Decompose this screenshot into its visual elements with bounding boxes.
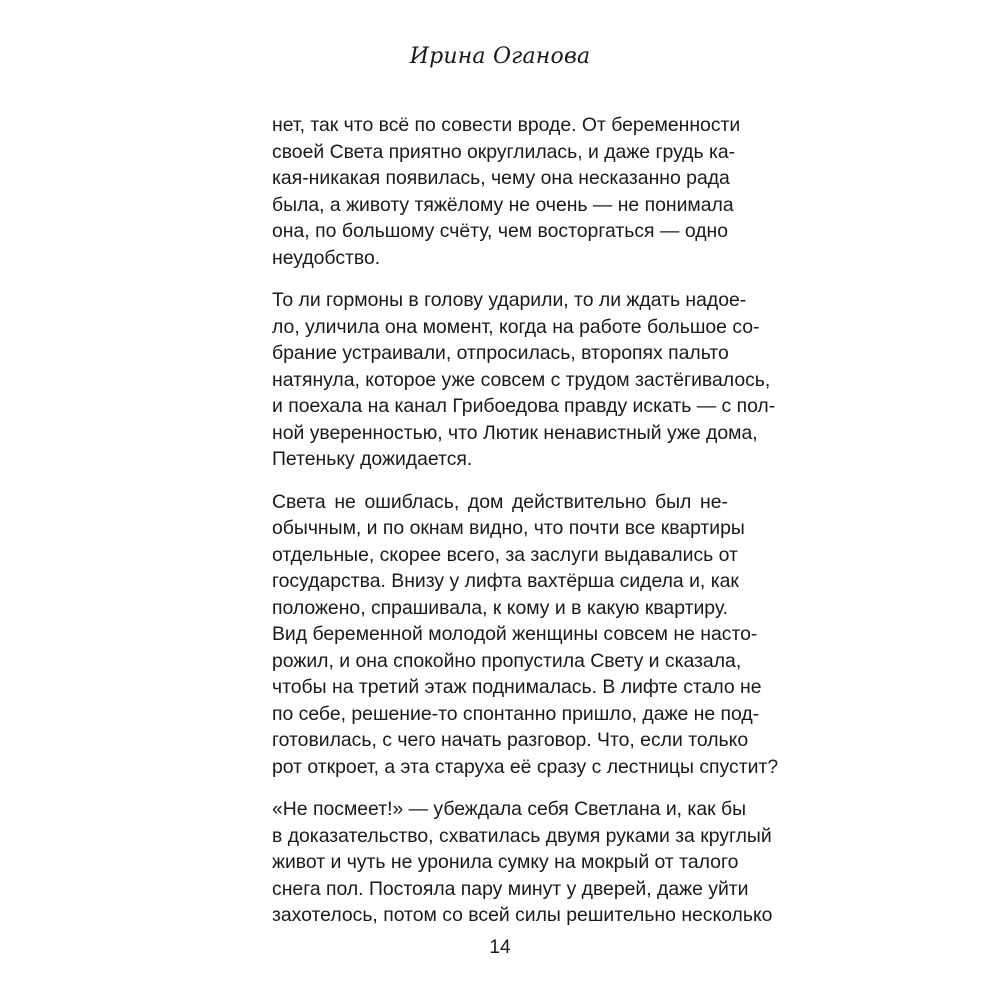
- page-number: 14: [489, 937, 511, 958]
- text-line: отдельные, скорее всего, за заслуги выдавались от: [272, 543, 738, 566]
- text-line: нет, так что всё по совести вроде. От беременности: [272, 114, 741, 136]
- text-line: натянула, которое уже совсем с трудом застёгивалось,: [272, 368, 771, 391]
- text-line: была, а животу тяжёлому не очень — не понимала: [272, 193, 734, 216]
- text-line: ной уверенностью, что Лютик ненавистный уже дома,: [272, 421, 758, 444]
- paragraph: [272, 287, 776, 473]
- text-line: обычным, и по окнам видно, что почти все квартиры: [272, 517, 745, 539]
- text-line: Вид беременной молодой женщины совсем не насто-: [272, 623, 758, 645]
- text-line: государства. Внизу у лифта вахтёрша сидела и, как: [272, 570, 739, 592]
- text-line: То ли гормоны в голову ударили, то ли ждать надое-: [272, 289, 747, 311]
- text-line: захотелось, потом со всей силы решительно несколько: [272, 904, 773, 926]
- paragraph: [272, 112, 741, 271]
- text-line: по себе, решение-то спонтанно пришло, даже не под-: [272, 702, 760, 725]
- paragraph: [272, 489, 779, 781]
- text-line: брание устраивали, отпросилась, второпях пальто: [272, 342, 729, 364]
- text-line: и поехала на канал Грибоедова правду искать — с пол-: [272, 395, 776, 417]
- text-line: рот откроет, а эта старуха её сразу с лестницы спустит?: [272, 755, 779, 778]
- running-header-author: Ирина Оганова: [409, 44, 591, 69]
- text-line: ло, уличила она момент, когда на работе большое со-: [272, 315, 760, 338]
- text-line: неудобство.: [272, 246, 381, 269]
- text-line: живот и чуть не уронила сумку на мокрый от талого: [272, 851, 739, 873]
- text-line: кая-никакая появилась, чему она несказанно рада: [272, 167, 730, 189]
- text-line: своей Света приятно округлилась, и даже грудь ка-: [272, 140, 736, 163]
- paragraph: [272, 796, 773, 929]
- text-line: чтобы на третий этаж поднималась. В лифте стало не: [272, 676, 762, 698]
- body-text: [272, 112, 779, 945]
- text-line: готовилась, с чего начать разговор. Что, если только: [272, 729, 749, 751]
- text-line: снега пол. Постояла пару минут у дверей, даже уйти: [272, 877, 749, 900]
- text-line: она, по большому счёту, чем восторгаться — одно: [272, 220, 728, 242]
- text-line: «Не посмеет!» — убеждала себя Светлана и, как бы: [272, 798, 747, 820]
- text-line: Петеньку дожидается.: [272, 448, 473, 470]
- text-line: Света не ошиблась, дом действительно был не-: [272, 490, 728, 513]
- text-line: положено, спрашивала, к кому и в какую квартиру.: [272, 596, 728, 619]
- text-line: рожил, и она спокойно пропустила Свету и сказала,: [272, 649, 742, 672]
- text-line: в доказательство, схватилась двумя руками за круглый: [272, 824, 772, 847]
